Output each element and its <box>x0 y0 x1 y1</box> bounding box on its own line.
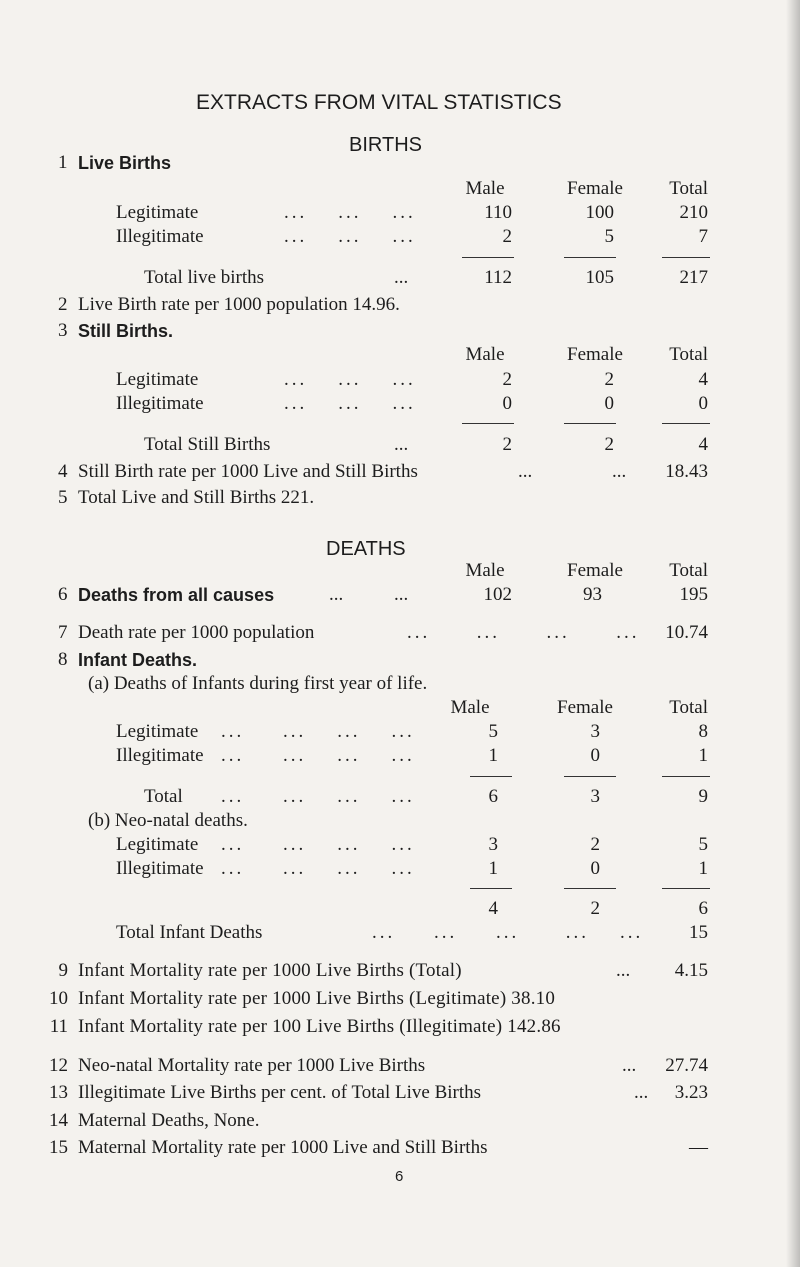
cell-total: 4 <box>698 434 708 455</box>
item-number: 15 <box>49 1137 68 1158</box>
cell-female: 100 <box>585 202 614 223</box>
infant-mortality-legitimate: Infant Mortality rate per 1000 Live Births (Legitimate) 38.10 <box>78 988 556 1009</box>
sum-rule <box>662 423 710 424</box>
cell-total: 7 <box>698 226 708 247</box>
col-total: Total <box>669 178 708 199</box>
col-female: Female <box>557 697 613 718</box>
cell-total: 6 <box>698 898 708 919</box>
page-title: EXTRACTS FROM VITAL STATISTICS <box>196 91 562 114</box>
cell-male: 102 <box>483 584 512 605</box>
leader-dots: ... <box>394 584 409 605</box>
item-number: 13 <box>49 1082 68 1103</box>
col-female: Female <box>567 178 623 199</box>
col-male: Male <box>465 178 505 199</box>
row-label: Illegitimate <box>116 745 204 766</box>
row-label: Illegitimate <box>116 226 204 247</box>
leader-dots: ... <box>329 584 344 605</box>
sum-rule <box>470 776 512 777</box>
infant-deaths-first-year-label: (a) Deaths of Infants during first year of life. <box>88 673 428 694</box>
item-number: 2 <box>58 294 68 315</box>
still-birth-rate-value: 18.43 <box>665 461 708 482</box>
cell-female: 2 <box>604 369 614 390</box>
cell-male: 1 <box>488 858 498 879</box>
cell-female: 2 <box>590 898 600 919</box>
col-male: Male <box>465 560 505 581</box>
sum-rule <box>470 888 512 889</box>
leader-dots: ... ... ... ... ... <box>372 922 644 943</box>
cell-male: 2 <box>502 369 512 390</box>
death-rate-value: 10.74 <box>665 622 708 643</box>
leader-dots: ... <box>394 267 409 288</box>
col-male: Male <box>450 697 490 718</box>
neonatal-mortality-value: 27.74 <box>665 1055 708 1076</box>
row-label: Legitimate <box>116 721 199 742</box>
still-birth-rate-label: Still Birth rate per 1000 Live and Still Births <box>78 461 418 482</box>
leader-dots: ... <box>394 434 409 455</box>
item-number: 5 <box>58 487 68 508</box>
cell-male: 0 <box>502 393 512 414</box>
col-female: Female <box>567 344 623 365</box>
cell-female: 105 <box>585 267 614 288</box>
cell-female: 0 <box>590 745 600 766</box>
row-label: Total Still Births <box>144 434 271 455</box>
leader-dots: ... ... ... ... <box>221 721 415 742</box>
cell-total: 195 <box>679 584 708 605</box>
leader-dots: ... ... ... ... <box>221 834 415 855</box>
cell-male: 2 <box>502 434 512 455</box>
sum-rule <box>662 776 710 777</box>
cell-female: 93 <box>583 584 602 605</box>
live-births-label: Live Births <box>78 153 172 173</box>
col-total: Total <box>669 344 708 365</box>
sum-rule <box>462 423 514 424</box>
leader-dots: ... ... ... <box>284 202 416 223</box>
cell-total: 8 <box>698 721 708 742</box>
cell-female: 5 <box>604 226 614 247</box>
cell-total: 4 <box>698 369 708 390</box>
leader-dots: ... ... ... <box>284 369 416 390</box>
item-number: 7 <box>58 622 68 643</box>
page-number: 6 <box>395 1168 404 1185</box>
cell-male: 3 <box>488 834 498 855</box>
leader-dots: ... ... ... <box>284 393 416 414</box>
total-infant-deaths-value: 15 <box>689 922 708 943</box>
death-rate-label: Death rate per 1000 population <box>78 622 315 643</box>
illegitimate-percent-value: 3.23 <box>674 1082 708 1103</box>
col-total: Total <box>669 560 708 581</box>
row-label: Legitimate <box>116 202 199 223</box>
infant-mortality-total-label: Infant Mortality rate per 1000 Live Births (Total) <box>78 960 462 981</box>
page-edge-shadow <box>786 0 800 1267</box>
cell-female: 3 <box>590 721 600 742</box>
sum-rule <box>564 888 616 889</box>
infant-deaths-label: Infant Deaths. <box>78 650 198 670</box>
leader-dots: ... <box>612 461 627 482</box>
row-label: Legitimate <box>116 834 199 855</box>
sum-rule <box>662 888 710 889</box>
live-birth-rate: Live Birth rate per 1000 population 14.96. <box>78 294 400 315</box>
col-male: Male <box>465 344 505 365</box>
leader-dots: ... ... ... ... <box>407 622 640 643</box>
cell-total: 5 <box>698 834 708 855</box>
item-number: 4 <box>58 461 68 482</box>
leader-dots: ... <box>616 960 631 981</box>
item-number: 6 <box>58 584 68 605</box>
total-live-still-births: Total Live and Still Births 221. <box>78 487 315 508</box>
maternal-deaths: Maternal Deaths, None. <box>78 1110 260 1131</box>
cell-total: 210 <box>679 202 708 223</box>
cell-total: 0 <box>698 393 708 414</box>
col-total: Total <box>669 697 708 718</box>
cell-male: 5 <box>488 721 498 742</box>
cell-female: 2 <box>590 834 600 855</box>
births-heading: BIRTHS <box>349 134 422 156</box>
cell-female: 2 <box>604 434 614 455</box>
row-label: Legitimate <box>116 369 199 390</box>
item-number: 3 <box>58 320 68 341</box>
cell-female: 3 <box>590 786 600 807</box>
leader-dots: ... <box>622 1055 637 1076</box>
cell-male: 6 <box>488 786 498 807</box>
infant-mortality-illegitimate: Infant Mortality rate per 100 Live Births (Illegitimate) 142.86 <box>78 1016 561 1037</box>
deaths-heading: DEATHS <box>326 538 406 560</box>
deaths-all-causes-label: Deaths from all causes <box>78 585 275 605</box>
leader-dots: ... ... ... ... <box>221 858 415 879</box>
still-births-label: Still Births. <box>78 321 174 341</box>
cell-male: 2 <box>502 226 512 247</box>
cell-total: 1 <box>698 745 708 766</box>
leader-dots: ... ... ... ... <box>221 786 415 807</box>
cell-total: 1 <box>698 858 708 879</box>
row-label: Illegitimate <box>116 858 204 879</box>
sum-rule <box>662 257 710 258</box>
cell-total: 9 <box>698 786 708 807</box>
illegitimate-percent-label: Illegitimate Live Births per cent. of Total Live Births <box>78 1082 482 1103</box>
sum-rule <box>462 257 514 258</box>
item-number: 12 <box>49 1055 68 1076</box>
col-female: Female <box>567 560 623 581</box>
leader-dots: ... <box>518 461 533 482</box>
row-label: Total live births <box>144 267 265 288</box>
sum-rule <box>564 776 616 777</box>
leader-dots: ... ... ... ... <box>221 745 415 766</box>
infant-mortality-total-value: 4.15 <box>674 960 708 981</box>
item-number: 1 <box>58 152 68 173</box>
item-number: 10 <box>49 988 68 1009</box>
neonatal-deaths-label: (b) Neo-natal deaths. <box>88 810 248 831</box>
leader-dots: ... ... ... <box>284 226 416 247</box>
cell-female: 0 <box>590 858 600 879</box>
item-number: 11 <box>49 1016 68 1037</box>
row-label: Total <box>144 786 183 807</box>
total-infant-deaths-label: Total Infant Deaths <box>116 922 263 943</box>
row-label: Illegitimate <box>116 393 204 414</box>
cell-male: 4 <box>488 898 498 919</box>
cell-male: 1 <box>488 745 498 766</box>
maternal-mortality-value: — <box>689 1137 708 1158</box>
maternal-mortality-label: Maternal Mortality rate per 1000 Live and Still Births <box>78 1137 488 1158</box>
cell-total: 217 <box>679 267 708 288</box>
cell-male: 110 <box>484 202 512 223</box>
neonatal-mortality-label: Neo-natal Mortality rate per 1000 Live Births <box>78 1055 426 1076</box>
cell-female: 0 <box>604 393 614 414</box>
item-number: 8 <box>58 649 68 670</box>
item-number: 9 <box>58 960 68 981</box>
sum-rule <box>564 257 616 258</box>
leader-dots: ... <box>634 1082 649 1103</box>
cell-male: 112 <box>484 267 512 288</box>
sum-rule <box>564 423 616 424</box>
item-number: 14 <box>49 1110 68 1131</box>
